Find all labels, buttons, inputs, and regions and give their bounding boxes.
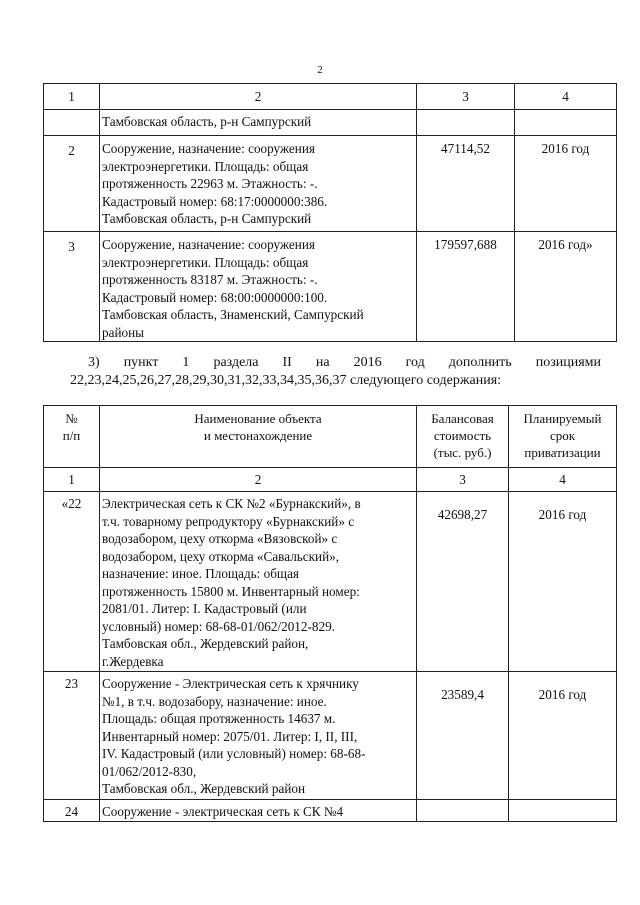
description-line: Сооружение, назначение: сооружения: [102, 237, 315, 252]
description-line: Сооружение - электрическая сеть к СК №4: [102, 804, 344, 819]
description-line: Кадастровый номер: 68:00:0000000:100.: [102, 289, 328, 305]
description-line: протяженность 83187 м. Этажность: -.: [102, 272, 318, 287]
index-cell: 1: [44, 468, 100, 492]
row-cost: 47114,52: [417, 136, 515, 232]
table-continuation: [43, 83, 617, 342]
page-number: 2: [317, 64, 323, 76]
header-line: №: [65, 411, 78, 426]
row-description: [100, 672, 417, 800]
description-line: назначение: иное. Площадь: общая: [102, 566, 300, 581]
row-term: 2016 год: [509, 492, 617, 672]
index-cell: 4: [515, 84, 617, 110]
header-term: [509, 406, 617, 468]
description-line: Тамбовская область, Знаменский, Сампурский: [102, 307, 364, 322]
header-line: срок: [549, 428, 576, 443]
description-line: IV. Кадастровый (или условный) номер: 68-68-: [102, 746, 366, 761]
row-cost: [417, 110, 515, 136]
table-row: [44, 800, 617, 822]
table-index-row: [44, 468, 617, 492]
amendment-paragraph-line2: 22,23,24,25,26,27,28,29,30,31,32,33,34,35,36,37 следующего содержания:: [70, 373, 502, 388]
row-term: 2016 год»: [515, 232, 617, 342]
header-cost: [417, 406, 509, 468]
description-line: водозабором, цеху откорма «Савальский»,: [102, 548, 340, 564]
row-term: 2016 год: [515, 136, 617, 232]
row-number: 3: [44, 232, 100, 342]
description-line: г.Жердевка: [102, 653, 164, 669]
header-line: п/п: [62, 428, 81, 443]
description-line: Инвентарный номер: 2075/01. Литер: I, II, III,: [102, 728, 358, 744]
description-line: т.ч. товарному репродуктору «Бурнакский» с: [102, 513, 355, 529]
description-line: протяженность 15800 м. Инвентарный номер:: [102, 583, 360, 599]
row-description: [100, 110, 417, 136]
row-cost: 42698,27: [417, 492, 509, 672]
description-line: Тамбовская обл., Жердевский район,: [102, 636, 309, 651]
description-line: №1, в т.ч. водозабору, назначение: иное.: [102, 693, 327, 709]
row-cost: [417, 800, 509, 822]
row-term: [515, 110, 617, 136]
index-cell: 3: [417, 468, 509, 492]
description-line: электроэнергетики. Площадь: общая: [102, 254, 309, 270]
description-line: Тамбовская область, р-н Сампурский: [102, 114, 312, 129]
row-cost: 179597,688: [417, 232, 515, 342]
row-cost: 23589,4: [417, 672, 509, 800]
header-line: Планируемый: [523, 411, 602, 426]
header-line: стоимость: [433, 428, 492, 443]
table-row: [44, 672, 617, 800]
row-number: «22: [44, 492, 100, 672]
table-row: [44, 136, 617, 232]
header-num: [44, 406, 100, 468]
header-line: приватизации: [524, 445, 601, 460]
description-line: районы: [102, 324, 145, 340]
description-line: Тамбовская обл., Жердевский район: [102, 781, 306, 796]
table-row: [44, 232, 617, 342]
row-number: 23: [44, 672, 100, 800]
privatization-table: [43, 405, 617, 822]
description-line: условный) номер: 68-68-01/062/2012-829.: [102, 618, 335, 634]
row-number: 2: [44, 136, 100, 232]
description-line: 01/062/2012-830,: [102, 763, 197, 779]
table-row: [44, 110, 617, 136]
row-number: 24: [44, 800, 100, 822]
header-line: (тыс. руб.): [433, 445, 492, 460]
description-line: Площадь: общая протяженность 14637 м.: [102, 711, 336, 726]
row-number: [44, 110, 100, 136]
index-cell: 2: [100, 84, 417, 110]
amendment-paragraph-line1: 3) пункт 1 раздела II на 2016 год дополнить позициями: [88, 355, 601, 370]
index-cell: 4: [509, 468, 617, 492]
row-term: 2016 год: [509, 672, 617, 800]
description-line: электроэнергетики. Площадь: общая: [102, 158, 309, 174]
header-name: [100, 406, 417, 468]
description-line: водозабором, цеху откорма «Вязовской» с: [102, 531, 338, 546]
header-line: и местонахождение: [203, 428, 313, 443]
table-row: [44, 492, 617, 672]
description-line: протяженность 22963 м. Этажность: -.: [102, 176, 318, 191]
header-line: Балансовая: [431, 411, 494, 426]
description-line: Сооружение, назначение: сооружения: [102, 141, 315, 156]
row-description: [100, 800, 417, 822]
description-line: Тамбовская область, р-н Сампурский: [102, 211, 312, 226]
table-header-row: [44, 406, 617, 468]
row-description: [100, 492, 417, 672]
index-cell: 2: [100, 468, 417, 492]
index-cell: 3: [417, 84, 515, 110]
row-description: [100, 136, 417, 232]
description-line: Кадастровый номер: 68:17:0000000:386.: [102, 193, 328, 209]
description-line: 2081/01. Литер: I. Кадастровый (или: [102, 601, 307, 616]
index-cell: 1: [44, 84, 100, 110]
table-index-row: [44, 84, 617, 110]
description-line: Электрическая сеть к СК №2 «Бурнакский», в: [102, 496, 361, 511]
description-line: Сооружение - Электрическая сеть к хрячнику: [102, 676, 359, 691]
row-term: [509, 800, 617, 822]
row-description: [100, 232, 417, 342]
header-line: Наименование объекта: [194, 411, 322, 426]
